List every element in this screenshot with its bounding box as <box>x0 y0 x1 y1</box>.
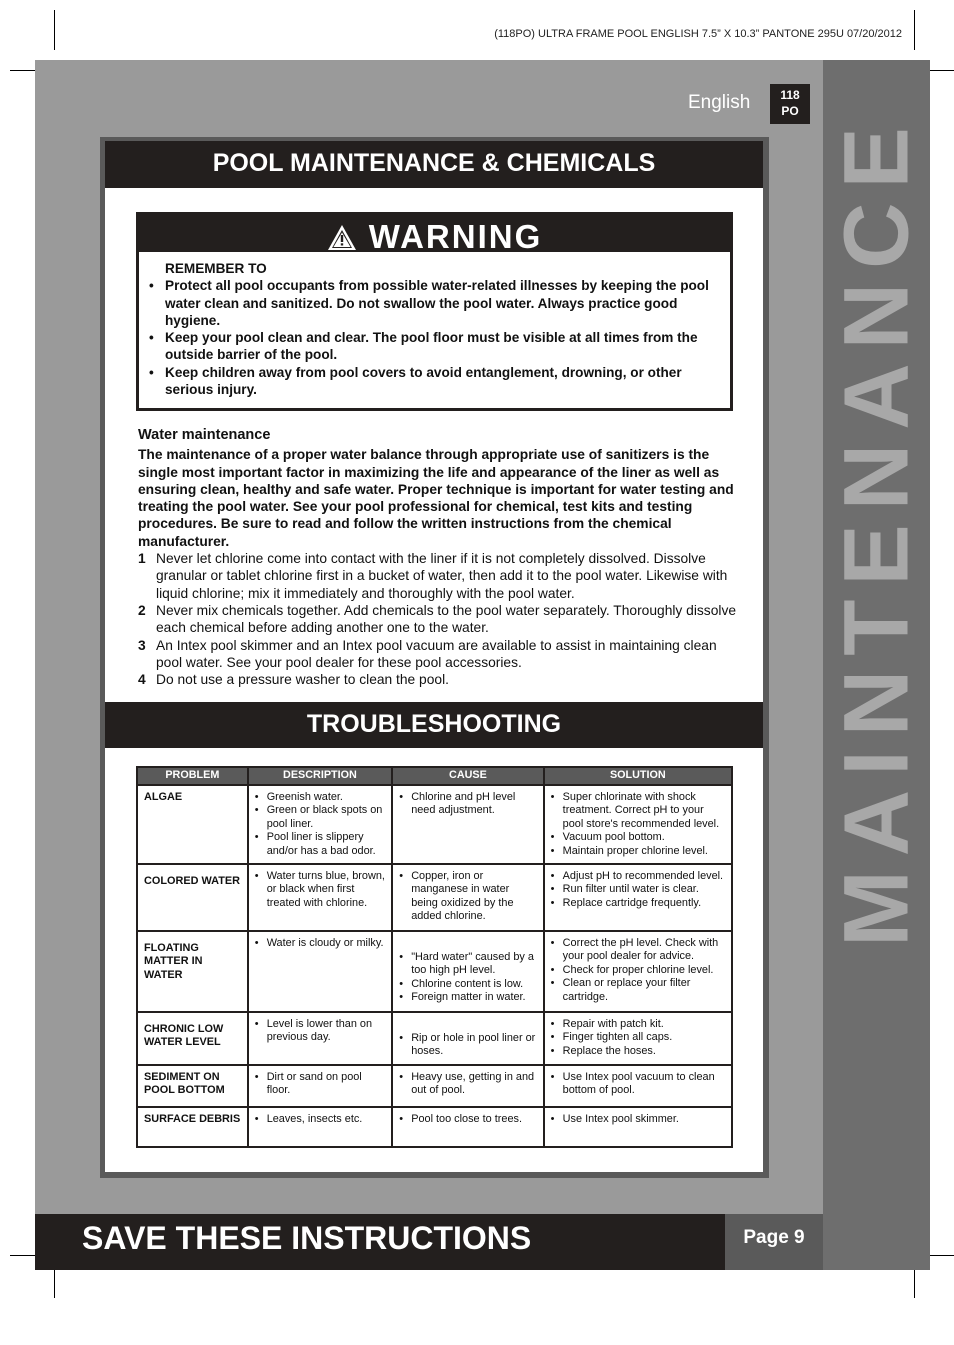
step-number: 3 <box>138 637 146 653</box>
footer-title: SAVE THESE INSTRUCTIONS <box>82 1220 532 1256</box>
list-item: • Replace the hoses. <box>551 1045 727 1058</box>
list-item: • Rip or hole in pool liner or hoses. <box>399 1032 538 1059</box>
water-steps <box>138 550 743 688</box>
cause-cell <box>392 1065 543 1107</box>
table-row <box>137 1065 732 1107</box>
description-cell <box>248 1107 393 1147</box>
table-row <box>137 785 732 864</box>
water-step <box>138 550 743 602</box>
step-number: 1 <box>138 551 146 567</box>
warning-remember: REMEMBER TO <box>165 261 267 276</box>
list-item: • Finger tighten all caps. <box>551 1031 727 1044</box>
footer-bar <box>35 1214 725 1270</box>
list-item: • Greenish water. <box>255 791 388 804</box>
side-title: MAINTENANCE <box>825 113 927 947</box>
problem-cell: CHRONIC LOW WATER LEVEL <box>137 1012 248 1065</box>
list-item: • Use Intex pool skimmer. <box>551 1113 727 1126</box>
description-cell <box>248 785 393 864</box>
table-row <box>137 864 732 931</box>
table-header-row <box>137 767 732 785</box>
problem-cell: SURFACE DEBRIS <box>137 1107 248 1147</box>
column-header: CAUSE <box>392 767 543 785</box>
solution-cell <box>544 1107 732 1147</box>
crop-mark <box>914 10 915 50</box>
solution-cell <box>544 864 732 931</box>
list-item: • Leaves, insects etc. <box>255 1113 388 1126</box>
list-item: • Pool too close to trees. <box>399 1113 538 1126</box>
page-number: Page 9 <box>725 1214 823 1270</box>
code-line-1: 118 <box>780 88 800 102</box>
warning-list <box>159 277 716 398</box>
step-text: Do not use a pressure washer to clean the pool. <box>156 672 449 688</box>
table-row <box>137 1107 732 1147</box>
list-item: • Vacuum pool bottom. <box>551 831 727 844</box>
list-item: • "Hard water" caused by a too high pH level. <box>399 951 538 978</box>
print-spec-line: (118PO) ULTRA FRAME POOL ENGLISH 7.5” X 10.3” PANTONE 295U 07/20/2012 <box>494 28 902 40</box>
list-item: • Green or black spots on pool liner. <box>255 804 388 831</box>
list-item: • Pool liner is slippery and/or has a bad odor. <box>255 831 388 858</box>
list-item: • Replace cartridge frequently. <box>551 897 727 910</box>
warning-triangle-icon <box>327 224 357 251</box>
column-header: PROBLEM <box>137 767 248 785</box>
solution-cell <box>544 1012 732 1065</box>
crop-mark <box>54 10 55 50</box>
step-text: Never let chlorine come into contact with the liner if it is not completely dissolved. Dissolve granular or tablet chlorine first in a bucket of water, then add it to the pool water. Likewise with liquid chlorine; mix it immediately and thoroughly with the pool water. <box>156 551 728 601</box>
water-maintenance-section <box>138 427 743 688</box>
water-maintenance-heading: Water maintenance <box>138 427 271 443</box>
water-step <box>138 671 743 688</box>
list-item: • Foreign matter in water. <box>399 991 538 1004</box>
list-item: • Level is lower than on previous day. <box>255 1018 388 1045</box>
list-item: • Water turns blue, brown, or black when first treated with chlorine. <box>255 870 388 910</box>
list-item: • Chlorine and pH level need adjustment. <box>399 791 538 818</box>
list-item: • Check for proper chlorine level. <box>551 964 727 977</box>
list-item: • Water is cloudy or milky. <box>255 937 388 950</box>
cause-cell <box>392 785 543 864</box>
water-step <box>138 637 743 672</box>
section-title-maintenance: POOL MAINTENANCE & CHEMICALS <box>105 141 763 188</box>
code-line-2: PO <box>781 104 799 118</box>
solution-cell <box>544 785 732 864</box>
warning-header <box>139 215 730 255</box>
problem-cell: COLORED WATER <box>137 864 248 931</box>
water-maintenance-intro: The maintenance of a proper water balance through appropriate use of sanitizers is the single most important factor in maximizing the life and appearance of the liner as well as ensuring clean, healthy and safe water. Proper technique is important for water testing and treating the pool water. See your pool professional for chemical, test kits and testing procedures. Be sure to read and follow the written instructions from the chemical manufacturer. <box>138 447 734 549</box>
warning-item: • Keep children away from pool covers to avoid entanglement, drowning, or other serious injury. <box>159 364 716 399</box>
cause-cell <box>392 1012 543 1065</box>
warning-title: WARNING <box>368 218 543 255</box>
water-step <box>138 602 743 637</box>
list-item: • Copper, iron or manganese in water being oxidized by the added chlorine. <box>399 870 538 924</box>
cause-cell <box>392 931 543 1012</box>
description-cell <box>248 1012 393 1065</box>
cause-cell <box>392 864 543 931</box>
list-item: • Maintain proper chlorine level. <box>551 845 727 858</box>
problem-cell: FLOATING MATTER IN WATER <box>137 931 248 1012</box>
section-title-troubleshooting: TROUBLESHOOTING <box>105 702 763 748</box>
cause-cell <box>392 1107 543 1147</box>
warning-box <box>136 212 733 411</box>
table-row <box>137 1012 732 1065</box>
list-item: • Super chlorinate with shock treatment. Correct pH to your pool store's recommended level. <box>551 791 727 831</box>
solution-cell <box>544 1065 732 1107</box>
warning-item: • Protect all pool occupants from possible water-related illnesses by keeping the pool water clean and sanitized. Do not swallow the pool water. Always practice good hygiene. <box>159 277 716 329</box>
list-item: • Correct the pH level. Check with your pool dealer for advice. <box>551 937 727 964</box>
list-item: • Repair with patch kit. <box>551 1018 727 1031</box>
crop-mark <box>914 1270 915 1298</box>
step-number: 4 <box>138 672 146 688</box>
list-item: • Run filter until water is clear. <box>551 883 727 896</box>
table-row <box>137 931 732 1012</box>
list-item: • Heavy use, getting in and out of pool. <box>399 1071 538 1098</box>
troubleshooting-table <box>136 766 733 1148</box>
side-strip <box>823 60 930 1270</box>
step-text: An Intex pool skimmer and an Intex pool vacuum are available to assist in maintaining clean pool water. See your pool dealer for these pool accessories. <box>156 637 717 670</box>
warning-body <box>139 252 730 398</box>
list-item: • Dirt or sand on pool floor. <box>255 1071 388 1098</box>
list-item: • Chlorine content is low. <box>399 978 538 991</box>
crop-mark <box>54 1270 55 1298</box>
column-header: SOLUTION <box>544 767 732 785</box>
problem-cell: SEDIMENT ON POOL BOTTOM <box>137 1065 248 1107</box>
solution-cell <box>544 931 732 1012</box>
column-header: DESCRIPTION <box>248 767 393 785</box>
description-cell <box>248 1065 393 1107</box>
problem-cell: ALGAE <box>137 785 248 864</box>
language-code-badge <box>770 84 810 124</box>
list-item: • Clean or replace your filter cartridge. <box>551 977 727 1004</box>
list-item: • Use Intex pool vacuum to clean bottom of pool. <box>551 1071 727 1098</box>
description-cell <box>248 931 393 1012</box>
step-number: 2 <box>138 602 146 618</box>
content-panel <box>105 141 763 1172</box>
warning-item: • Keep your pool clean and clear. The pool floor must be visible at all times from the outside barrier of the pool. <box>159 329 716 364</box>
description-cell <box>248 864 393 931</box>
language-label: English <box>688 92 751 113</box>
step-text: Never mix chemicals together. Add chemicals to the pool water separately. Thoroughly dissolve each chemical before adding another one to the water. <box>156 602 737 636</box>
list-item: • Adjust pH to recommended level. <box>551 870 727 883</box>
